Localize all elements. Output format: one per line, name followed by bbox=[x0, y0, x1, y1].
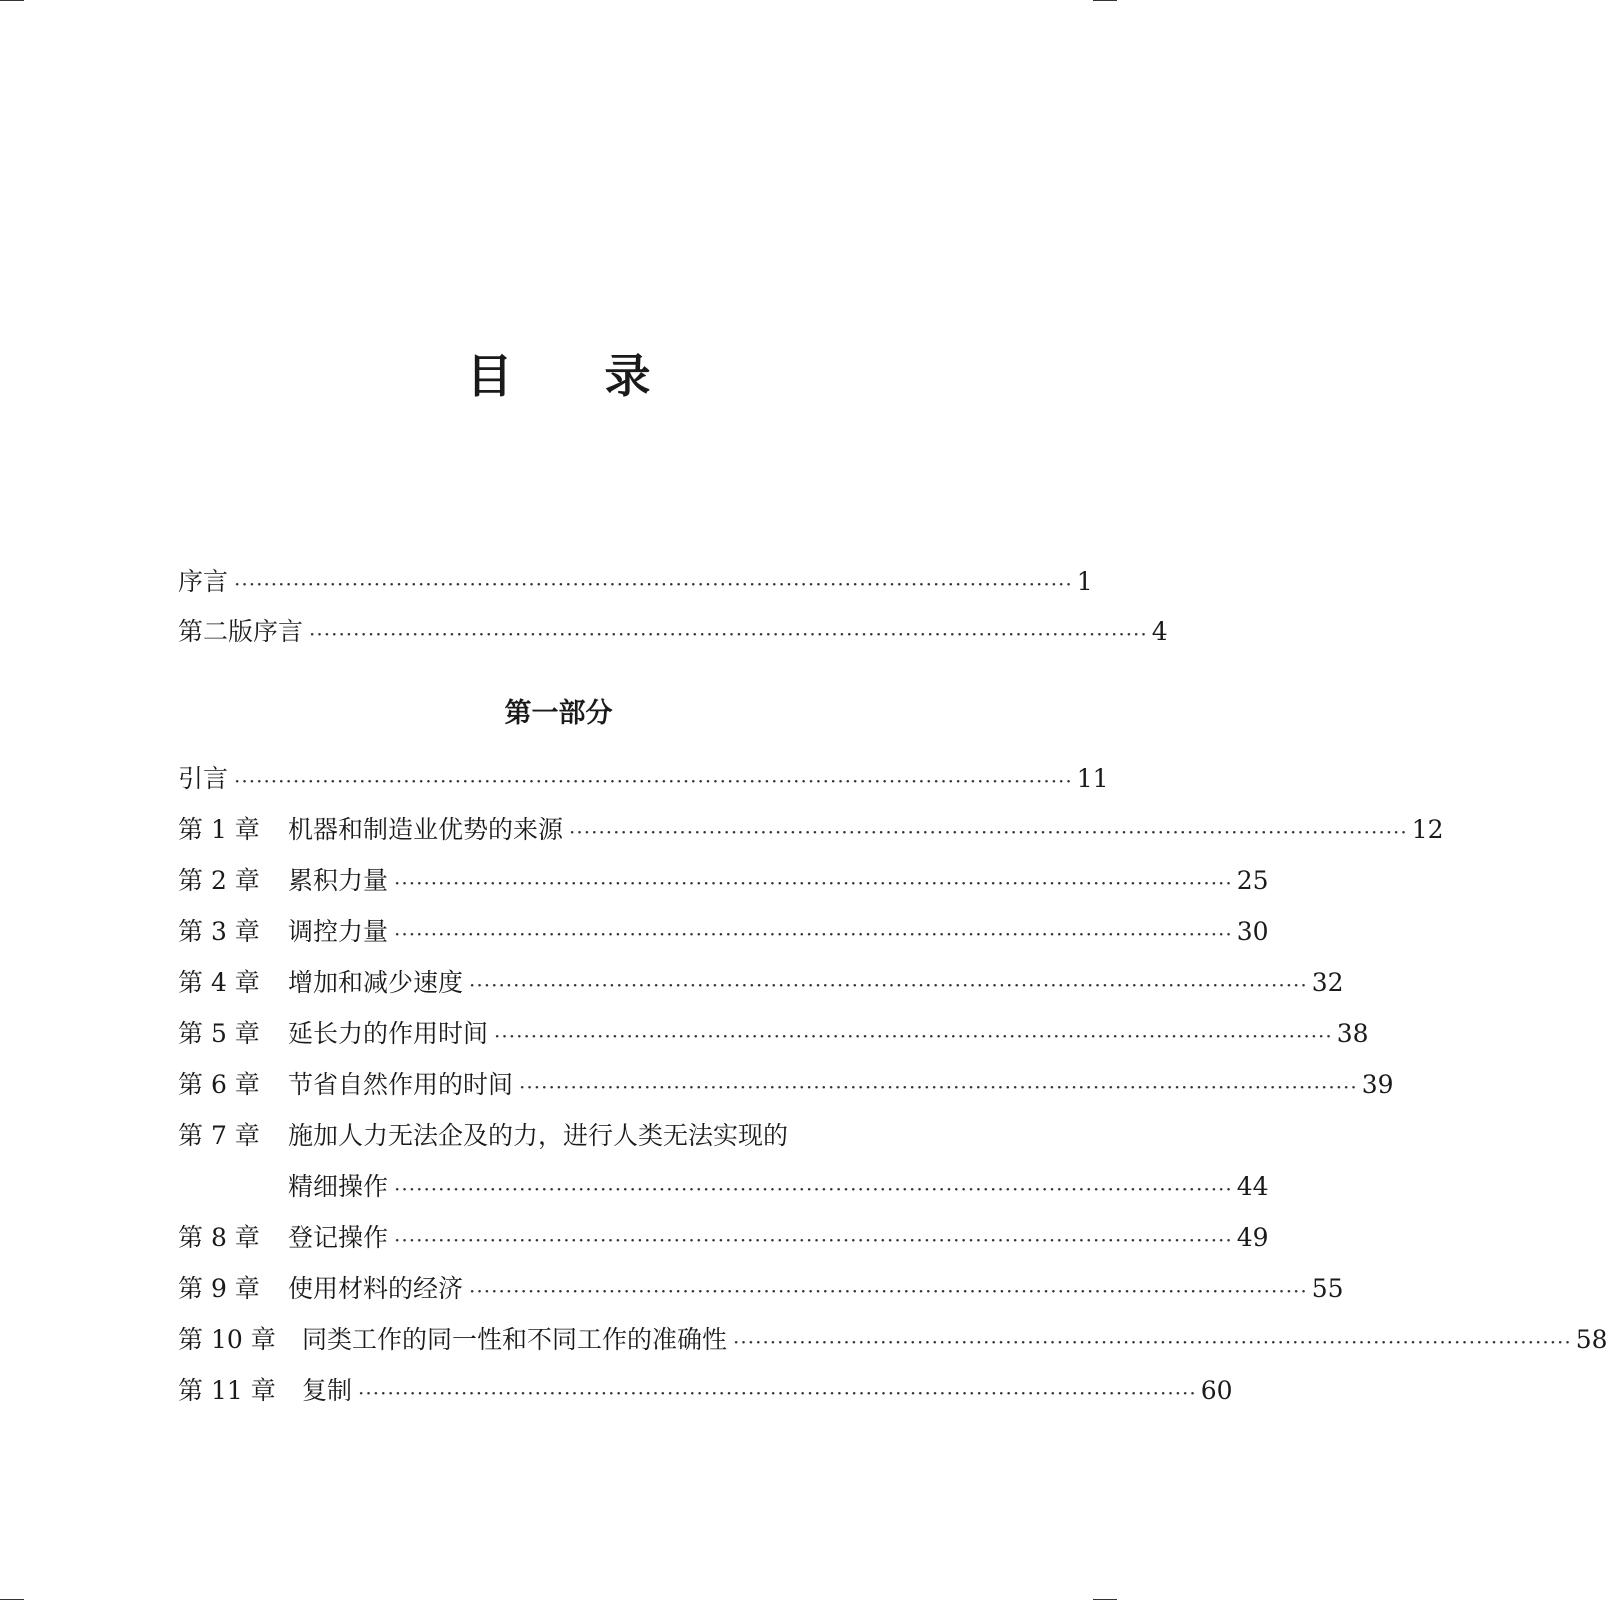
chapter-title: 使用材料的经济 bbox=[288, 1274, 464, 1303]
dot-leader: ·················································································································· bbox=[234, 769, 1073, 793]
page-title-char-2: 录 bbox=[604, 349, 651, 403]
chapter-page: 44 bbox=[1236, 1172, 1269, 1201]
page-title bbox=[0, 348, 1117, 404]
toc-entry-label: 引言 bbox=[178, 764, 229, 793]
dot-leader: ·················································································································· bbox=[394, 1228, 1233, 1252]
chapter-page: 12 bbox=[1411, 815, 1444, 844]
chapter-title: 施加人力无法企及的力，进行人类无法实现的 bbox=[288, 1121, 789, 1150]
dot-leader: ·················································································································· bbox=[394, 1177, 1233, 1201]
chapter-title: 复制 bbox=[302, 1376, 353, 1405]
dot-leader: ·················································································································· bbox=[494, 1024, 1333, 1048]
toc-entry-page: 4 bbox=[1151, 617, 1168, 646]
dot-leader: ·················································································································· bbox=[733, 1330, 1572, 1354]
toc-entry-chapter-7-continued[interactable] bbox=[178, 1165, 1269, 1205]
chapter-title-continued: 精细操作 bbox=[288, 1172, 389, 1201]
chapter-page: 39 bbox=[1361, 1070, 1394, 1099]
chapter-title: 累积力量 bbox=[288, 866, 389, 895]
chapter-number: 第 7 章 bbox=[178, 1121, 260, 1150]
dot-leader: ·················································································································· bbox=[358, 1381, 1197, 1405]
chapter-title: 调控力量 bbox=[288, 917, 389, 946]
chapter-number: 第 4 章 bbox=[178, 968, 260, 997]
toc-entry-chapter-1[interactable] bbox=[178, 808, 1444, 848]
toc-entry-chapter-5[interactable] bbox=[178, 1012, 1369, 1052]
dot-leader: ·················································································································· bbox=[309, 622, 1148, 646]
toc-entry-chapter-10[interactable] bbox=[178, 1318, 1608, 1358]
chapter-number: 第 9 章 bbox=[178, 1274, 260, 1303]
chapter-page: 30 bbox=[1236, 917, 1269, 946]
chapter-page: 32 bbox=[1311, 968, 1344, 997]
crop-mark-top-left bbox=[0, 0, 24, 1]
dot-leader: ·················································································································· bbox=[569, 820, 1408, 844]
dot-leader: ·················································································································· bbox=[469, 1279, 1308, 1303]
chapter-number: 第 5 章 bbox=[178, 1019, 260, 1048]
toc-entry-preface[interactable] bbox=[178, 560, 1093, 600]
toc-entry-page: 1 bbox=[1076, 567, 1093, 596]
toc-entry-page: 11 bbox=[1076, 764, 1109, 793]
dot-leader: ·················································································································· bbox=[394, 922, 1233, 946]
chapter-title: 增加和减少速度 bbox=[288, 968, 464, 997]
toc-entry-chapter-7[interactable] bbox=[178, 1114, 972, 1154]
chapter-title: 延长力的作用时间 bbox=[288, 1019, 489, 1048]
dot-leader: ·················································································································· bbox=[234, 572, 1073, 596]
toc-entry-chapter-2[interactable] bbox=[178, 859, 1269, 899]
dot-leader: ·················································································································· bbox=[394, 871, 1233, 895]
toc-entry-chapter-4[interactable] bbox=[178, 961, 1344, 1001]
chapter-page: 55 bbox=[1311, 1274, 1344, 1303]
toc-entry-chapter-9[interactable] bbox=[178, 1267, 1344, 1307]
crop-mark-top-right bbox=[1093, 0, 1117, 1]
chapter-title: 节省自然作用的时间 bbox=[288, 1070, 514, 1099]
chapter-number: 第 10 章 bbox=[178, 1325, 276, 1354]
chapter-title: 同类工作的同一性和不同工作的准确性 bbox=[302, 1325, 728, 1354]
toc-entry-chapter-8[interactable] bbox=[178, 1216, 1269, 1256]
chapter-page: 49 bbox=[1236, 1223, 1269, 1252]
dot-leader: ·················································································································· bbox=[469, 973, 1308, 997]
toc-entry-label: 序言 bbox=[178, 567, 229, 596]
toc-entry-second-edition-preface[interactable] bbox=[178, 610, 1168, 650]
toc-entry-chapter-3[interactable] bbox=[178, 910, 1269, 950]
part-heading: 第一部分 bbox=[504, 698, 613, 729]
chapter-number: 第 11 章 bbox=[178, 1376, 276, 1405]
chapter-number: 第 2 章 bbox=[178, 866, 260, 895]
chapter-page: 58 bbox=[1575, 1325, 1608, 1354]
toc-entry-introduction[interactable] bbox=[178, 757, 1109, 797]
dot-leader: ·················································································································· bbox=[519, 1075, 1358, 1099]
chapter-page: 60 bbox=[1200, 1376, 1233, 1405]
chapter-title: 登记操作 bbox=[288, 1223, 389, 1252]
chapter-page: 38 bbox=[1336, 1019, 1369, 1048]
chapter-number: 第 8 章 bbox=[178, 1223, 260, 1252]
toc-entry-label: 第二版序言 bbox=[178, 617, 304, 646]
page-title-char-1: 目 bbox=[466, 349, 513, 403]
chapter-page: 25 bbox=[1236, 866, 1269, 895]
chapter-number: 第 6 章 bbox=[178, 1070, 260, 1099]
chapter-number: 第 1 章 bbox=[178, 815, 260, 844]
toc-entry-chapter-6[interactable] bbox=[178, 1063, 1394, 1103]
chapter-number: 第 3 章 bbox=[178, 917, 260, 946]
chapter-title: 机器和制造业优势的来源 bbox=[288, 815, 564, 844]
toc-entry-chapter-11[interactable] bbox=[178, 1369, 1233, 1409]
